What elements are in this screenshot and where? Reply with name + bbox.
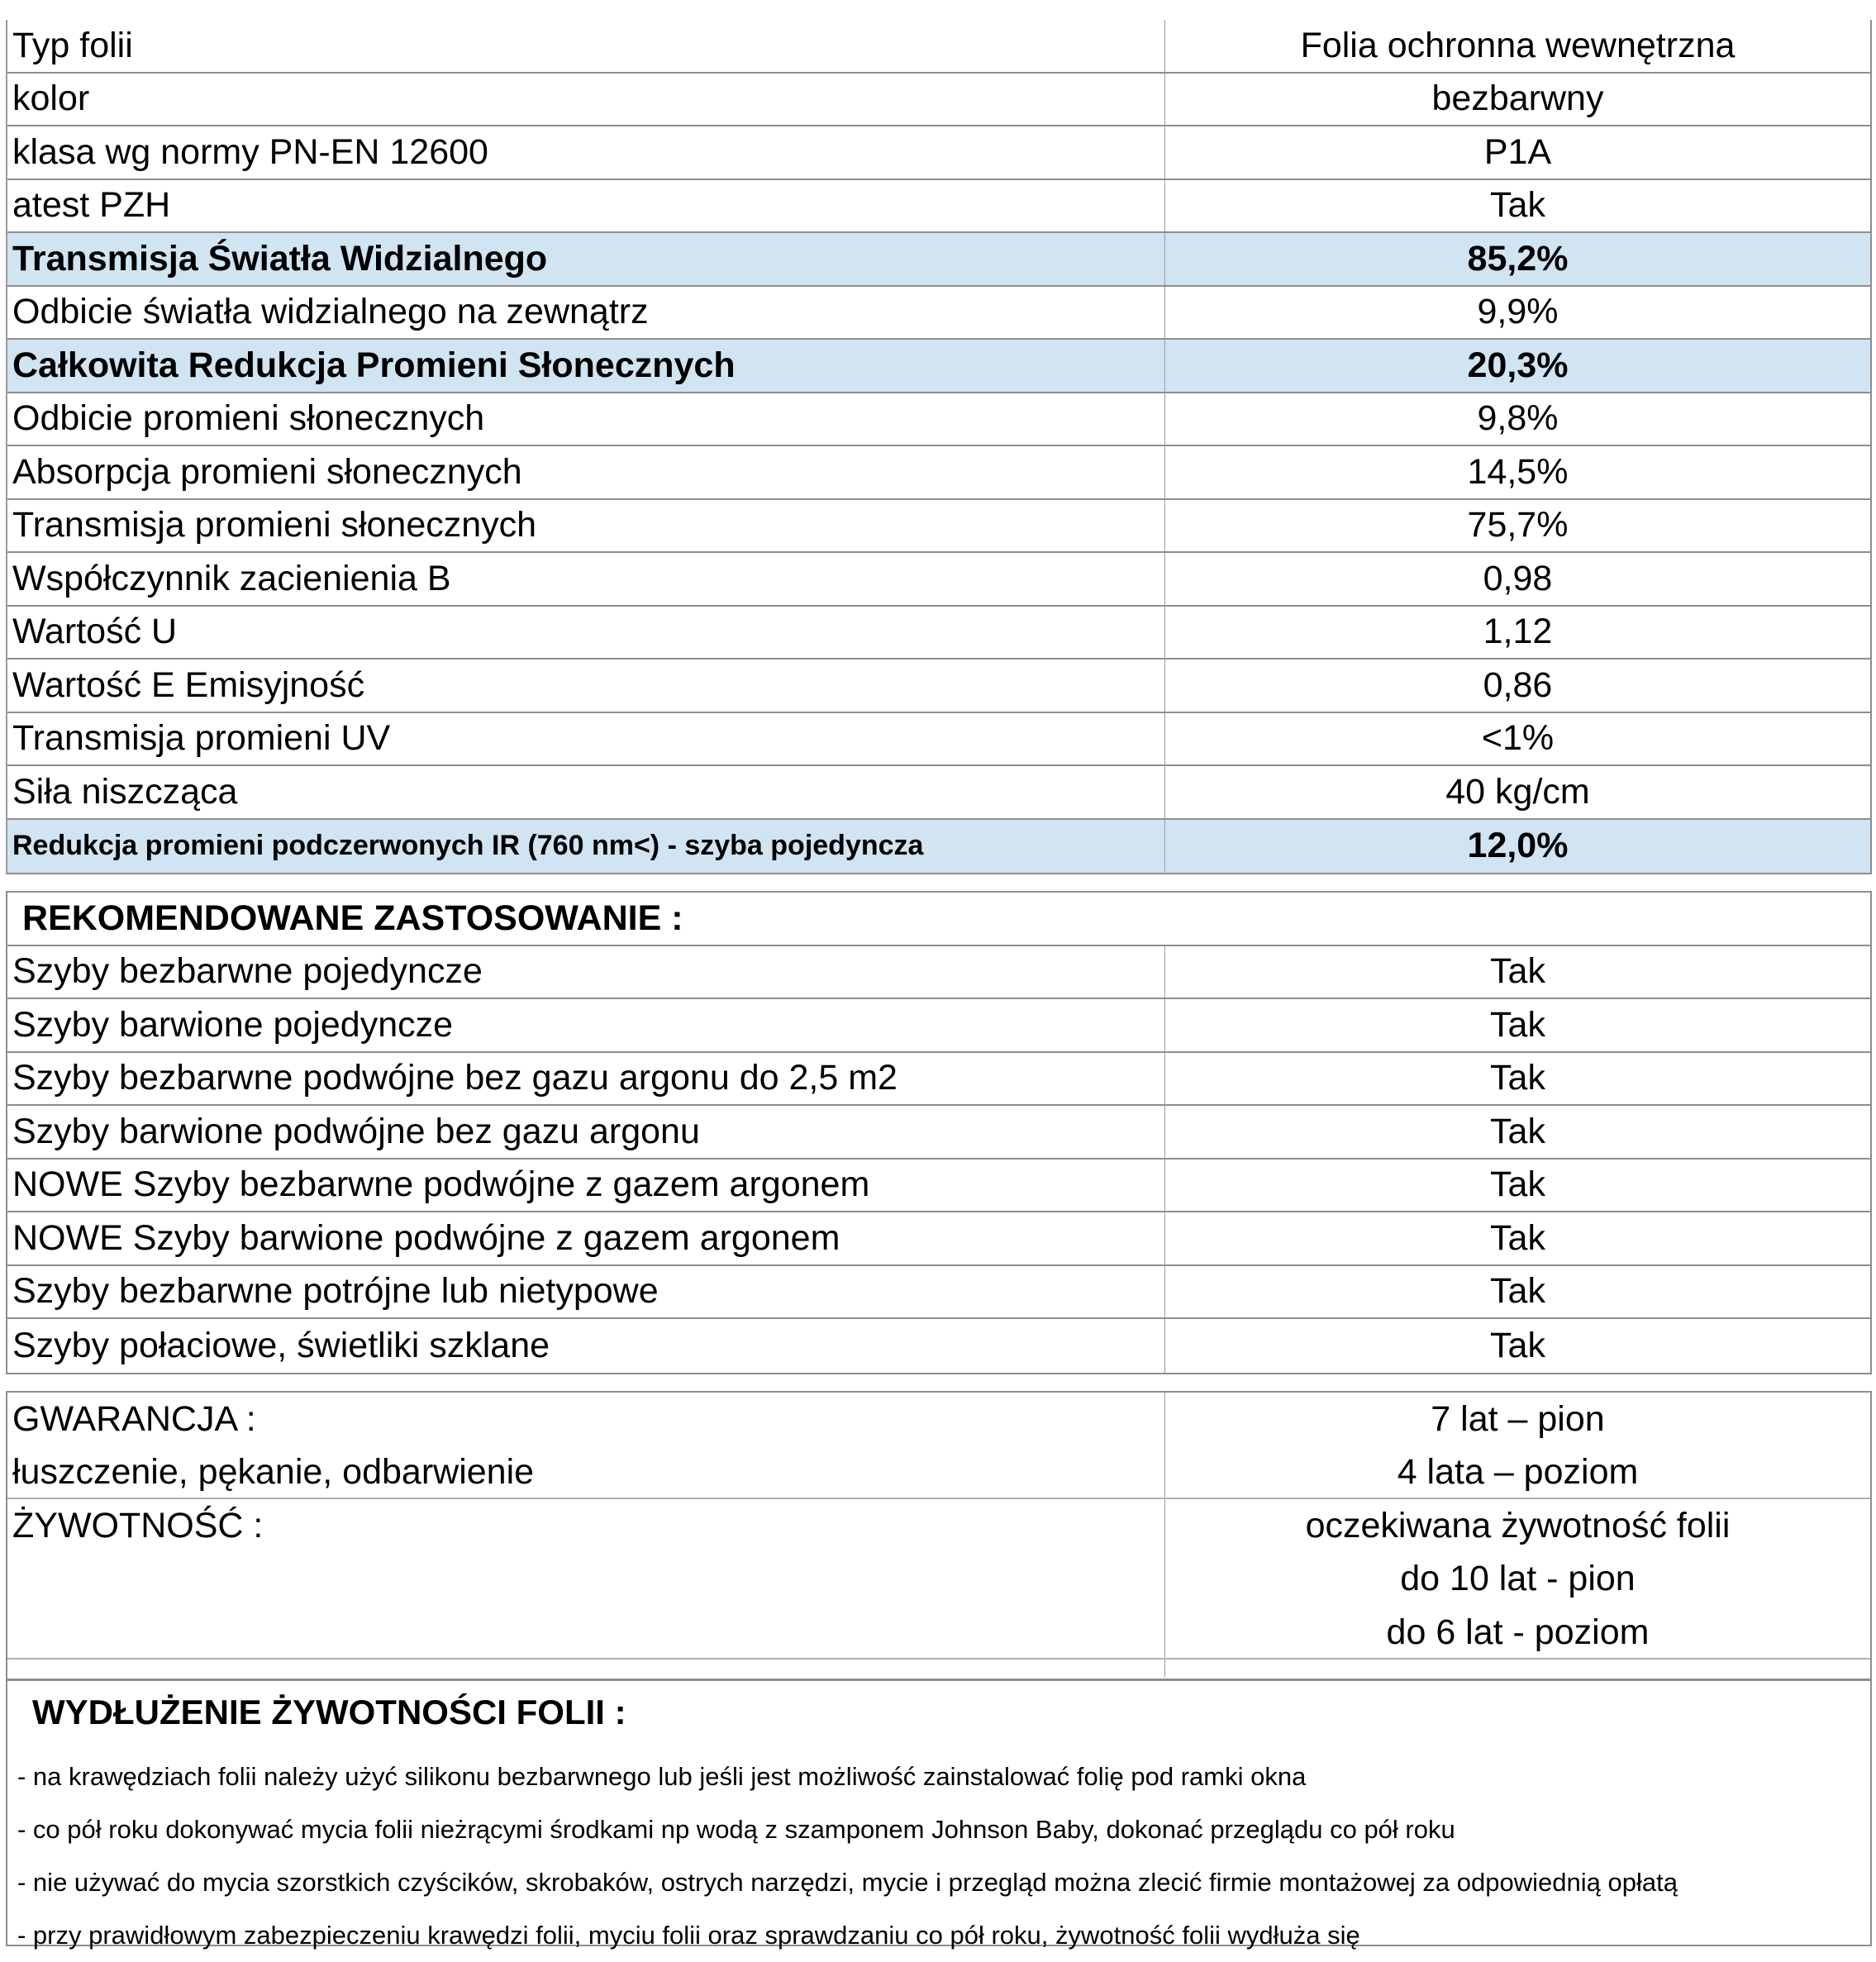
lifetime-label-cell [7,1499,1165,1658]
spec-row [7,500,1870,554]
spec-label: Absorpcja promieni słonecznych [7,446,1165,498]
guarantee-table [6,1391,1872,1680]
guarantee-subtitle: łuszczenie, pękanie, odbarwienie [12,1452,535,1493]
spec-row [7,393,1870,447]
recommended-value: Tak [1490,951,1545,992]
spec-value: Folia ochronna wewnętrzna [1300,25,1736,65]
extension-tips-list [17,1750,1678,1962]
recommended-label: NOWE Szyby barwione podwójne z gazem argonem [7,1212,1165,1264]
spec-label: Typ folii [7,20,1165,72]
spec-row [7,607,1870,660]
recommended-label: NOWE Szyby bezbarwne podwójne z gazem argonem [7,1160,1165,1212]
lifetime-row [7,1499,1870,1660]
lifetime-value: do 10 lat - pion [1400,1559,1636,1599]
spec-value: 9,9% [1477,292,1559,332]
spec-row [7,126,1870,180]
guarantee-row [7,1393,1870,1499]
recommended-row [7,999,1870,1053]
recommended-label: Szyby bezbarwne potrójne lub nietypowe [7,1266,1165,1318]
guarantee-value: 7 lat – pion [1431,1398,1605,1439]
recommended-row [7,946,1870,1000]
recommended-value: Tak [1490,1271,1545,1312]
spec-row [7,74,1870,127]
lifetime-title: ŻYWOTNOŚĆ : [12,1505,264,1545]
recommended-label: Szyby barwione podwójne bez gazu argonu [7,1106,1165,1158]
recommended-label: Szyby barwione pojedyncze [7,999,1165,1051]
guarantee-label-cell [7,1393,1165,1498]
spec-label: Transmisja Światła Widzialnego [7,233,1165,285]
recommended-row [7,1160,1870,1213]
guarantee-title: GWARANCJA : [12,1398,256,1439]
recommended-value: Tak [1490,1325,1545,1365]
spec-value: 20,3% [1467,345,1569,385]
recommended-value: Tak [1490,1164,1545,1205]
recommended-row [7,1053,1870,1107]
spec-value: <1% [1481,718,1555,759]
extension-tip: - nie używać do mycia szorstkich czyścików, skrobaków, ostrych narzędzi, mycie i przegląd można zlecić firmie montażowej za odpowiednią opłatą [17,1868,1678,1897]
spec-label: Transmisja promieni słonecznych [7,500,1165,552]
spec-label: atest PZH [7,180,1165,232]
spec-row [7,287,1870,340]
lifetime-value: do 6 lat - poziom [1386,1612,1650,1652]
recommended-title: REKOMENDOWANE ZASTOSOWANIE : [7,893,1870,946]
spacer-cell [1165,1660,1870,1677]
spec-value: P1A [1483,131,1552,172]
spacer-cell [7,1660,1165,1677]
lifetime-value-cell [1165,1499,1870,1658]
lifetime-value: oczekiwana żywotność folii [1305,1505,1731,1545]
spec-value: Tak [1490,185,1545,226]
recommended-value: Tak [1490,1217,1545,1258]
spec-value: 40 kg/cm [1445,771,1590,812]
guarantee-value: 4 lata – poziom [1397,1452,1639,1493]
extension-tip: - co pół roku dokonywać mycia folii nieżrącymi środkami np wodą z szamponem Johnson Baby, dokonać przeglądu co pół roku [17,1815,1455,1844]
spec-row [7,553,1870,607]
recommended-value: Tak [1490,1004,1545,1045]
recommended-value: Tak [1490,1111,1545,1151]
spec-value: 12,0% [1467,826,1569,866]
spec-value: 0,86 [1483,664,1553,705]
spec-value: 75,7% [1467,505,1569,545]
spec-label: Współczynnik zacienienia B [7,553,1165,605]
recommended-row [7,1266,1870,1320]
spec-value: 1,12 [1483,612,1553,652]
spec-label: Wartość U [7,607,1165,659]
extension-tip: - przy prawidłowym zabezpieczeniu krawędzi folii, myciu folii oraz sprawdzaniu co pół roku, żywotność folii wydłuża się [17,1921,1360,1950]
spec-value: 14,5% [1467,451,1569,492]
extension-tip: - na krawędziach folii należy użyć silikonu bezbarwnego lub jeśli jest możliwość zainstalować folię pod ramki okna [17,1762,1307,1791]
recommended-label: Szyby połaciowe, świetliki szklane [7,1319,1165,1373]
spec-row-highlight [7,233,1870,287]
spec-row-highlight [7,340,1870,393]
spec-value: 9,8% [1477,398,1559,439]
spec-label: Siła niszcząca [7,766,1165,818]
extension-title: WYDŁUŻENIE ŻYWOTNOŚCI FOLII : [32,1693,626,1731]
lifetime-extension-box [6,1679,1872,1950]
spec-label: Wartość E Emisyjność [7,660,1165,712]
spacer-row [7,1660,1870,1677]
spec-label: Transmisja promieni UV [7,713,1165,765]
spec-row [7,180,1870,234]
recommended-label: Szyby bezbarwne podwójne bez gazu argonu do 2,5 m2 [7,1053,1165,1105]
spec-table [6,20,1872,874]
spec-row-highlight [7,820,1870,874]
spec-label: Całkowita Redukcja Promieni Słonecznych [7,340,1165,392]
guarantee-value-cell [1165,1393,1870,1498]
spec-label: Odbicie promieni słonecznych [7,393,1165,445]
recommended-row [7,1319,1870,1373]
recommended-label: Szyby bezbarwne pojedyncze [7,946,1165,998]
spec-row [7,446,1870,500]
spec-row [7,660,1870,713]
recommended-row [7,1212,1870,1266]
spec-value: 0,98 [1483,558,1553,598]
spec-label: Redukcja promieni podczerwonych IR (760 nm<) - szyba pojedyncza [7,820,1165,874]
spec-header-row [7,20,1870,74]
spec-row [7,766,1870,820]
spec-value: bezbarwny [1431,79,1604,119]
spec-label: kolor [7,74,1165,126]
spec-row [7,713,1870,767]
recommended-value: Tak [1490,1058,1545,1098]
recommended-use-table [6,891,1872,1374]
spec-value: 85,2% [1467,238,1569,279]
spec-label: Odbicie światła widzialnego na zewnątrz [7,287,1165,339]
spec-label: klasa wg normy PN-EN 12600 [7,126,1165,179]
recommended-row [7,1106,1870,1160]
